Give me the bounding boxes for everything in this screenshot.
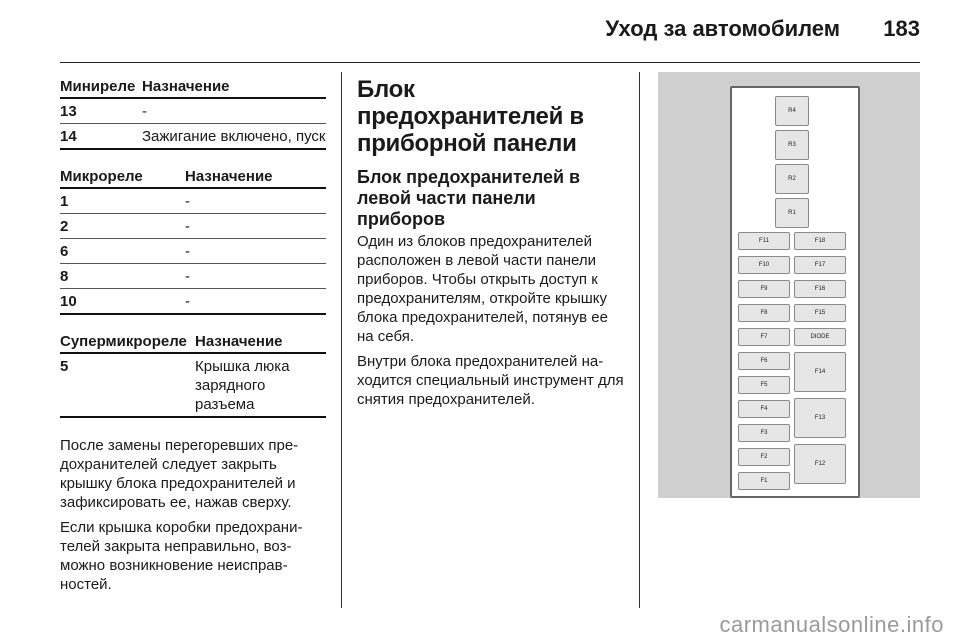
table-row [60, 289, 326, 315]
relay-purpose: Зажигание включено, пуск [142, 124, 326, 150]
fuse-panel [730, 86, 860, 498]
fuse-slot: F2 [738, 448, 790, 466]
minirelay-table [60, 78, 326, 150]
table-row [60, 98, 326, 124]
large-fuse-slot: F14 [794, 352, 846, 392]
relay-purpose: - [185, 214, 326, 239]
large-fuse-slot: F13 [794, 398, 846, 438]
relay-purpose: - [185, 188, 326, 214]
relay-purpose: - [185, 264, 326, 289]
table-header: Назначение [195, 333, 326, 353]
relay-slot: R3 [775, 130, 809, 160]
fuse-slot: F3 [738, 424, 790, 442]
relay-slot: R4 [775, 96, 809, 126]
relay-purpose: - [185, 289, 326, 315]
relay-slot: R2 [775, 164, 809, 194]
fuse-box-diagram [658, 72, 920, 498]
fuse-slot: F17 [794, 256, 846, 274]
subsection-heading: Блок предохранителей в левой части панели приборов [357, 167, 581, 229]
table-row [60, 264, 326, 289]
fuse-slot: F7 [738, 328, 790, 346]
large-fuse-slot: F12 [794, 444, 846, 484]
relay-number: 10 [60, 289, 185, 315]
relay-purpose: - [185, 239, 326, 264]
fuse-slot: F1 [738, 472, 790, 490]
fuse-slot: DIODE [794, 328, 846, 346]
section-heading: Блок предохранителей в приборной панели [357, 76, 584, 157]
table-row [60, 124, 326, 150]
left-column [60, 78, 326, 600]
table-row [60, 239, 326, 264]
table-row [60, 353, 326, 417]
fuse-slot: F4 [738, 400, 790, 418]
relay-number: 1 [60, 188, 185, 214]
column-divider [639, 72, 640, 608]
microrelay-table [60, 168, 326, 315]
fuse-slot: F15 [794, 304, 846, 322]
fuse-slot: F11 [738, 232, 790, 250]
fuse-slot: F9 [738, 280, 790, 298]
relay-slot: R1 [775, 198, 809, 228]
relay-number: 6 [60, 239, 185, 264]
fuse-slot: F6 [738, 352, 790, 370]
watermark: carmanualsonline.info [719, 612, 944, 637]
body-paragraph: Если крышка коробки предохрани-телей закрыта неправильно, воз-можно возникновение неисправ-ностей. [60, 519, 303, 593]
body-paragraph: Один из блоков предохранителей расположен в левой части панели приборов. Чтобы открыть доступ к предохранителям, откройте крышку блока предохранителей, потянув ее на себя. [357, 233, 608, 345]
table-header: Назначение [185, 168, 326, 188]
table-header: Микрореле [60, 168, 185, 188]
fuse-slot: F16 [794, 280, 846, 298]
relay-number: 2 [60, 214, 185, 239]
relay-number: 5 [60, 353, 195, 417]
relay-number: 14 [60, 124, 142, 150]
supermicrorelay-table [60, 333, 326, 418]
table-row [60, 214, 326, 239]
relay-purpose: - [142, 98, 326, 124]
table-row [60, 188, 326, 214]
page-title: Уход за автомобилем [605, 16, 840, 41]
relay-purpose: Крышка люка зарядного разъема [195, 353, 326, 417]
column-divider [341, 72, 342, 608]
body-paragraph: После замены перегоревших пре-дохранителей следует закрыть крышку блока предохранителей и зафиксировать ее, нажав сверху. [60, 437, 299, 511]
fuse-slot: F18 [794, 232, 846, 250]
fuse-slot: F5 [738, 376, 790, 394]
table-header: Минирелe [60, 78, 142, 98]
page-header [60, 0, 920, 63]
page-number: 183 [883, 16, 920, 41]
table-header: Супермикрореле [60, 333, 195, 353]
fuse-slot: F8 [738, 304, 790, 322]
table-header: Назначение [142, 78, 326, 98]
relay-number: 8 [60, 264, 185, 289]
middle-column [357, 76, 625, 415]
relay-number: 13 [60, 98, 142, 124]
fuse-slot: F10 [738, 256, 790, 274]
body-paragraph: Внутри блока предохранителей на-ходится специальный инструмент для снятия предохранителей. [357, 353, 624, 408]
